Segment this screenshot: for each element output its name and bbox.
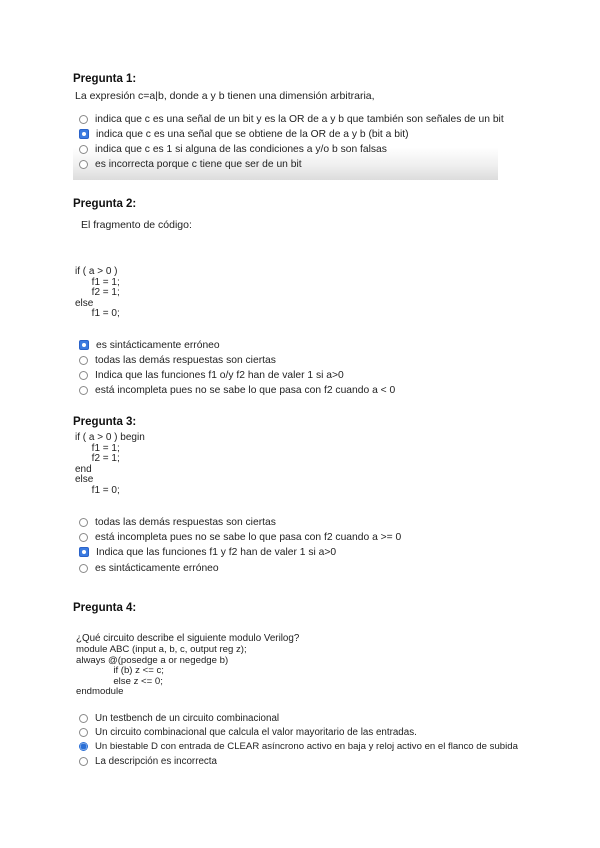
option-label: es incorrecta porque c tiene que ser de un bit xyxy=(95,158,302,170)
question-2-prompt: El fragmento de código: xyxy=(81,219,192,231)
radio-button[interactable] xyxy=(79,356,88,365)
question-1-prompt: La expresión c=a|b, donde a y b tienen una dimensión arbitraria, xyxy=(75,90,375,102)
radio-button[interactable] xyxy=(79,115,88,124)
question-3-code: if ( a > 0 ) begin f1 = 1; f2 = 1; end else f1 = 0; xyxy=(75,432,145,496)
q4-option-1[interactable] xyxy=(79,711,279,725)
option-label: Un biestable D con entrada de CLEAR asíncrono activo en baja y reloj activo en el flanco de subida xyxy=(95,740,518,752)
q3-option-2[interactable] xyxy=(79,530,401,544)
option-label: todas las demás respuestas son ciertas xyxy=(95,354,276,366)
q4-option-4[interactable] xyxy=(79,754,217,768)
q1-option-2[interactable] xyxy=(79,127,409,141)
radio-button[interactable] xyxy=(79,533,88,542)
radio-button[interactable] xyxy=(79,757,88,766)
q1-option-4[interactable] xyxy=(79,157,302,171)
radio-button[interactable] xyxy=(79,728,88,737)
radio-button[interactable] xyxy=(79,564,88,573)
radio-button[interactable] xyxy=(79,386,88,395)
option-label: es sintácticamente erróneo xyxy=(95,562,219,574)
question-2-code: if ( a > 0 ) f1 = 1; f2 = 1; else f1 = 0; xyxy=(75,266,120,320)
q3-option-4[interactable] xyxy=(79,561,219,575)
option-label: es sintácticamente erróneo xyxy=(96,339,220,351)
q3-option-1[interactable] xyxy=(79,515,276,529)
radio-selected[interactable] xyxy=(79,340,89,350)
q2-option-1[interactable] xyxy=(79,338,220,352)
q4-option-2[interactable] xyxy=(79,725,417,739)
q1-option-1[interactable] xyxy=(79,112,504,126)
question-4-prompt: ¿Qué circuito describe el siguiente modulo Verilog? xyxy=(76,633,300,644)
option-label: Indica que las funciones f1 o/y f2 han de valer 1 si a>0 xyxy=(95,369,344,381)
option-label: está incompleta pues no se sabe lo que pasa con f2 cuando a >= 0 xyxy=(95,531,402,543)
option-label: La descripción es incorrecta xyxy=(95,755,217,767)
radio-button[interactable] xyxy=(79,518,88,527)
option-label: Un testbench de un circuito combinacional xyxy=(95,712,280,724)
q1-option-3[interactable] xyxy=(79,142,387,156)
question-3-title: Pregunta 3: xyxy=(73,416,137,428)
option-label: Indica que las funciones f1 y f2 han de valer 1 si a>0 xyxy=(96,546,337,558)
radio-selected[interactable] xyxy=(79,129,89,139)
radio-button[interactable] xyxy=(79,371,88,380)
radio-button[interactable] xyxy=(79,145,88,154)
question-1-title: Pregunta 1: xyxy=(73,73,137,85)
q4-option-3[interactable] xyxy=(79,739,518,753)
radio-button[interactable] xyxy=(79,714,88,723)
option-label: todas las demás respuestas son ciertas xyxy=(95,516,276,528)
q2-option-4[interactable] xyxy=(79,383,395,397)
radio-button[interactable] xyxy=(79,160,88,169)
question-2-title: Pregunta 2: xyxy=(73,198,137,210)
option-label: indica que c es una señal de un bit y es la OR de a y b que también son señales de un bit xyxy=(95,113,504,125)
question-4-code: module ABC (input a, b, c, output reg z); always @(posedge a or negedge b) if (b) z <= c; else z <= 0; endmodule xyxy=(76,644,247,698)
option-label: indica que c es 1 si alguna de las condiciones a y/o b son falsas xyxy=(95,143,387,155)
radio-selected[interactable] xyxy=(79,742,88,751)
q2-option-3[interactable] xyxy=(79,368,344,382)
q3-option-3[interactable] xyxy=(79,545,336,559)
option-label: indica que c es una señal que se obtiene de la OR de a y b (bit a bit) xyxy=(96,128,409,140)
radio-selected[interactable] xyxy=(79,547,89,557)
option-label: Un circuito combinacional que calcula el valor mayoritario de las entradas. xyxy=(95,726,417,738)
option-label: está incompleta pues no se sabe lo que pasa con f2 cuando a < 0 xyxy=(95,384,396,396)
question-4-title: Pregunta 4: xyxy=(73,602,137,614)
q2-option-2[interactable] xyxy=(79,353,276,367)
